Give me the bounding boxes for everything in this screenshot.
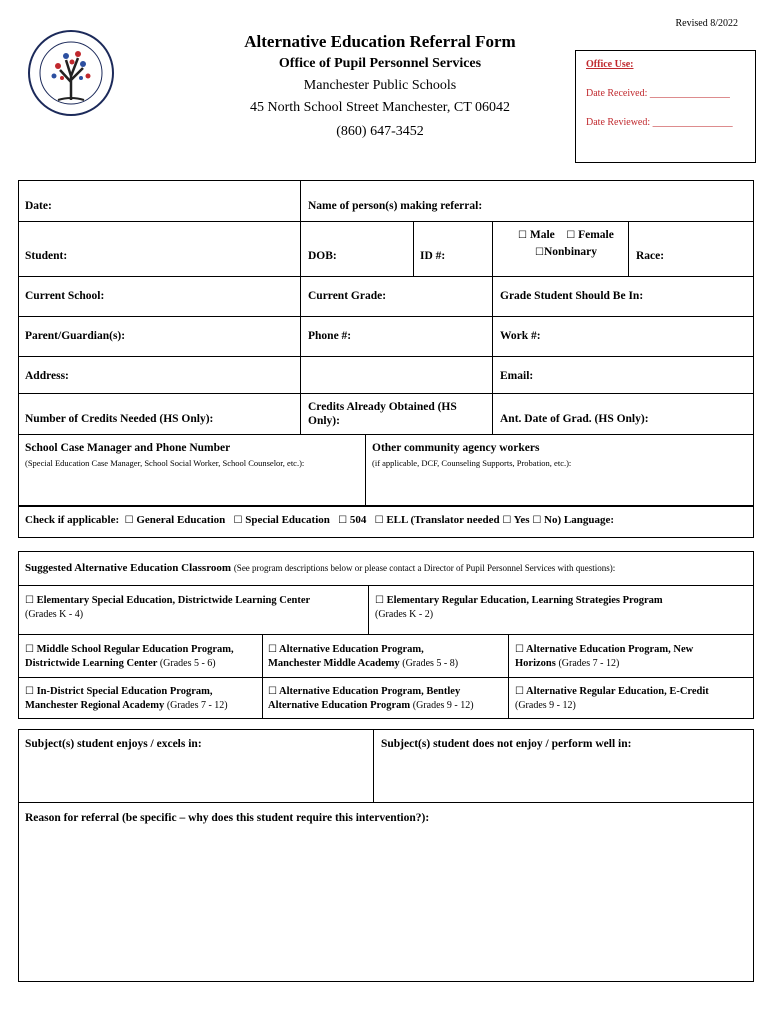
- dob-field[interactable]: DOB:: [308, 250, 337, 262]
- special-ed-label: Special Education: [245, 514, 330, 526]
- program-grades: (Grades 5 - 6): [159, 658, 216, 669]
- date-field[interactable]: Date:: [25, 200, 52, 212]
- program-name: Middle School Regular Education Program,: [36, 644, 234, 655]
- program-name: Alternative Regular Education, E-Credit: [526, 686, 709, 697]
- female-checkbox[interactable]: ☐: [566, 230, 576, 241]
- credits-needed-field[interactable]: Number of Credits Needed (HS Only):: [25, 413, 214, 425]
- program-name-2: Alternative Education Program: [268, 700, 411, 711]
- program-name-2: Horizons: [515, 658, 556, 669]
- agency-label: Other community agency workers: [372, 442, 540, 454]
- general-ed-checkbox[interactable]: ☐: [124, 515, 134, 526]
- current-grade-field[interactable]: Current Grade:: [308, 290, 387, 302]
- program-name: Alternative Education Program, Bentley: [279, 686, 461, 697]
- subjects-reason-table: [18, 729, 754, 982]
- program-manchester-middle[interactable]: [268, 643, 458, 671]
- female-label: Female: [578, 229, 614, 241]
- district-name: Manchester Public Schools: [303, 78, 457, 93]
- case-manager-label: School Case Manager and Phone Number: [25, 442, 231, 454]
- special-ed-checkbox[interactable]: ☐: [233, 515, 243, 526]
- program-grades: (Grades 5 - 8): [402, 658, 459, 669]
- credits-obtained-label-2: Only):: [308, 415, 340, 427]
- ell-label: ELL (Translator needed: [386, 514, 500, 526]
- program-grades: (Grades 7 - 12): [558, 658, 620, 669]
- 504-label: 504: [349, 514, 367, 526]
- program-grades: (Grades K - 2): [375, 609, 434, 620]
- grade-should-be-field[interactable]: Grade Student Should Be In:: [500, 290, 644, 302]
- suggested-note: (See program descriptions below or please contact a Director of Pupil Personnel Services with questions):: [233, 563, 616, 573]
- nonbinary-label: Nonbinary: [543, 246, 598, 258]
- agency-field[interactable]: [372, 442, 571, 468]
- student-field[interactable]: Student:: [25, 250, 68, 262]
- program-checkbox[interactable]: ☐: [268, 686, 277, 697]
- district-phone: (860) 647-3452: [336, 124, 424, 139]
- general-ed-label: General Education: [136, 514, 226, 526]
- agency-note: (if applicable, DCF, Counseling Supports, Probation, etc.):: [372, 458, 572, 468]
- program-name-2: Manchester Middle Academy: [268, 658, 400, 669]
- program-name: Elementary Special Education, Districtwide Learning Center: [36, 595, 311, 606]
- nonbinary-checkbox[interactable]: ☐: [535, 247, 544, 258]
- program-grades: (Grades K - 4): [25, 609, 84, 620]
- program-checkbox[interactable]: ☐: [375, 595, 384, 606]
- applicable-label: Check if applicable:: [25, 514, 120, 526]
- office-use-label: Office Use:: [586, 59, 634, 70]
- subjects-enjoys-field[interactable]: Subject(s) student enjoys / excels in:: [25, 738, 202, 750]
- suggested-heading: [25, 562, 615, 574]
- program-checkbox[interactable]: ☐: [515, 644, 524, 655]
- program-name: Alternative Education Program, New: [526, 644, 694, 655]
- district-address: 45 North School Street Manchester, CT 06042: [249, 100, 511, 115]
- program-name: In-District Special Education Program,: [36, 686, 213, 697]
- male-checkbox[interactable]: ☐: [518, 230, 527, 241]
- program-name-2: Districtwide Learning Center: [25, 658, 158, 669]
- parent-field[interactable]: Parent/Guardian(s):: [25, 330, 126, 342]
- program-new-horizons[interactable]: [515, 643, 693, 671]
- program-elem-special-ed[interactable]: [25, 594, 310, 622]
- program-grades: (Grades 9 - 12): [515, 700, 576, 711]
- male-label: Male: [529, 229, 555, 241]
- program-name-2: Manchester Regional Academy: [25, 700, 165, 711]
- subjects-not-enjoy-field[interactable]: Subject(s) student does not enjoy / perform well in:: [381, 738, 632, 750]
- date-received-field[interactable]: Date Received: ________________: [586, 88, 730, 99]
- credits-obtained-label-1: Credits Already Obtained (HS: [308, 401, 457, 413]
- program-checkbox[interactable]: ☐: [25, 686, 34, 697]
- program-name: Alternative Education Program,: [279, 644, 424, 655]
- program-checkbox[interactable]: ☐: [268, 644, 277, 655]
- 504-checkbox[interactable]: ☐: [338, 515, 348, 526]
- date-reviewed-field[interactable]: Date Reviewed: ________________: [586, 117, 733, 128]
- program-e-credit[interactable]: [515, 685, 709, 713]
- form-title: Alternative Education Referral Form: [244, 32, 516, 51]
- gender-options: [518, 229, 614, 241]
- current-school-field[interactable]: Current School:: [25, 290, 105, 302]
- id-field[interactable]: ID #:: [420, 250, 446, 262]
- yes-label: Yes: [513, 514, 530, 526]
- referrer-field[interactable]: Name of person(s) making referral:: [308, 200, 483, 212]
- ell-checkbox[interactable]: ☐: [374, 515, 384, 526]
- program-elem-regular-ed[interactable]: [375, 594, 663, 622]
- work-phone-field[interactable]: Work #:: [500, 330, 541, 342]
- program-grades: (Grades 9 - 12): [412, 700, 474, 711]
- revised-date: Revised 8/2022: [675, 18, 738, 29]
- office-use-box: [575, 50, 756, 163]
- program-checkbox[interactable]: ☐: [25, 644, 34, 655]
- phone-field[interactable]: Phone #:: [308, 330, 352, 342]
- address-field[interactable]: Address:: [25, 370, 69, 382]
- nonbinary-option: [535, 246, 597, 258]
- yes-checkbox[interactable]: ☐: [502, 515, 512, 526]
- no-checkbox[interactable]: ☐: [532, 515, 542, 526]
- case-manager-field[interactable]: [25, 442, 304, 468]
- grad-date-field[interactable]: Ant. Date of Grad. (HS Only):: [500, 413, 649, 425]
- program-name: Elementary Regular Education, Learning Strategies Program: [386, 595, 663, 606]
- program-grades: (Grades 7 - 12): [166, 700, 228, 711]
- suggested-label: Suggested Alternative Education Classroom: [25, 562, 232, 574]
- program-checkbox[interactable]: ☐: [25, 595, 34, 606]
- race-field[interactable]: Race:: [636, 250, 665, 262]
- no-label: No) Language:: [544, 514, 615, 526]
- email-field[interactable]: Email:: [500, 370, 534, 382]
- program-bentley[interactable]: [268, 685, 474, 713]
- case-manager-note: (Special Education Case Manager, School Social Worker, School Counselor, etc.):: [25, 458, 305, 468]
- program-regional-academy[interactable]: [25, 685, 228, 713]
- school-logo: [28, 30, 114, 116]
- credits-obtained-field[interactable]: [308, 400, 457, 428]
- program-middle-school[interactable]: [25, 643, 234, 671]
- applicable-options: [25, 514, 614, 526]
- referral-reason-field[interactable]: Reason for referral (be specific – why does this student require this intervention?):: [25, 812, 430, 824]
- office-name: Office of Pupil Personnel Services: [278, 56, 482, 71]
- program-checkbox[interactable]: ☐: [515, 686, 524, 697]
